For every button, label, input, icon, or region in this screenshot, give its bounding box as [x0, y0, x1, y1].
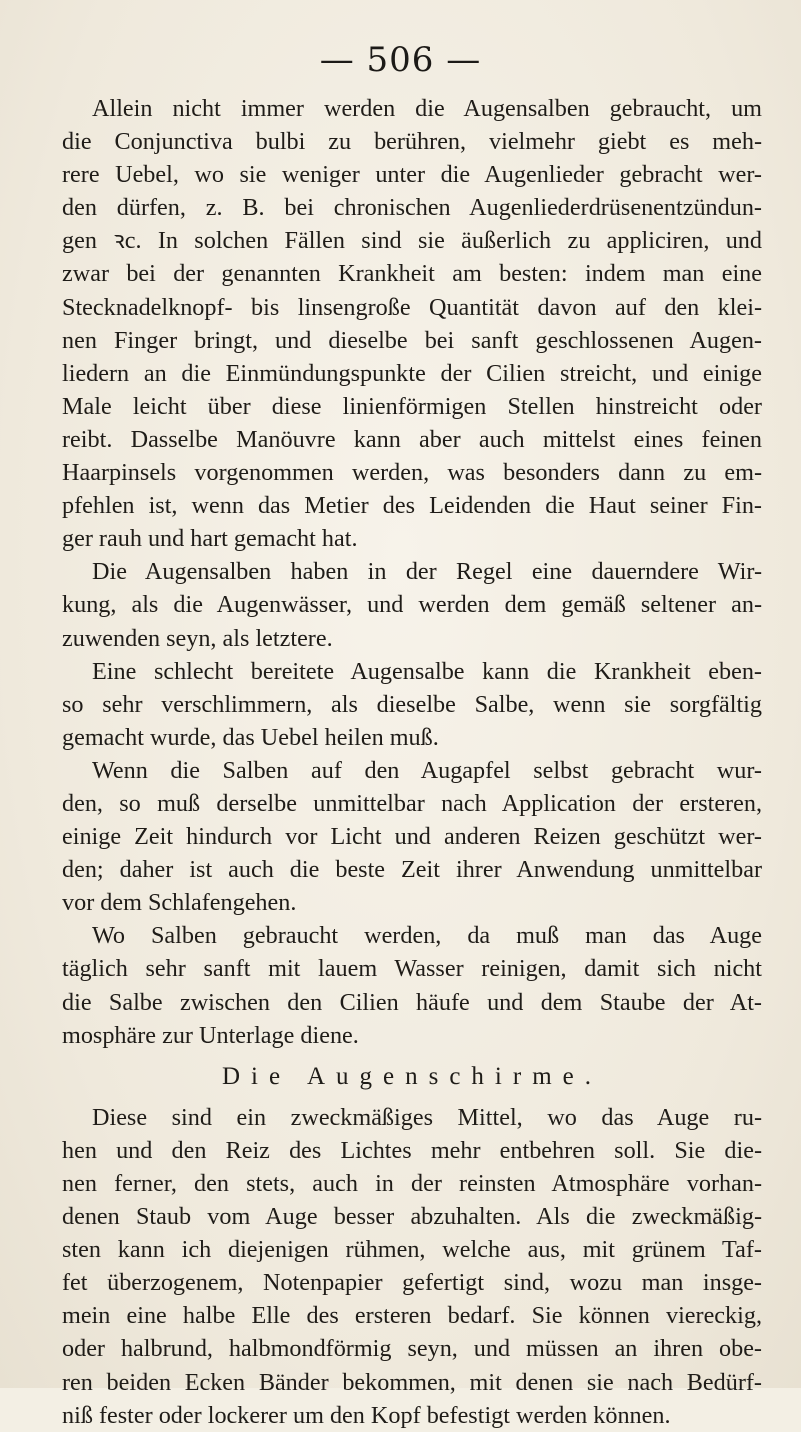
text-line: den, so muß derselbe unmittelbar nach Application der ersteren, [62, 789, 762, 817]
paragraph [62, 92, 762, 555]
text-line: die Salbe zwischen den Cilien häufe und dem Staube der At- [62, 988, 762, 1016]
text-line: niß fester oder lockerer um den Kopf befestigt werden können. [62, 1401, 671, 1429]
page-number: — 506 — [319, 40, 482, 80]
text-line: den dürfen, z. B. bei chronischen Augenliederdrüsenentzündun- [62, 194, 762, 222]
text-line: vor dem Schlafengehen. [62, 889, 297, 917]
text-line: mein eine halbe Elle des ersteren bedarf. Sie können viereckig, [62, 1302, 762, 1330]
text-line: hen und den Reiz des Lichtes mehr entbehren soll. Sie die- [62, 1136, 762, 1164]
text-line: Die Augensalben haben in der Regel eine dauerndere Wir- [92, 558, 762, 586]
text-line: Wenn die Salben auf den Augapfel selbst gebracht wur- [92, 756, 762, 784]
text-line: Allein nicht immer werden die Augensalben gebraucht, um [92, 95, 762, 122]
text-line: die Conjunctiva bulbi zu berühren, vielmehr giebt es meh- [62, 128, 762, 156]
text-line: denen Staub vom Auge besser abzuhalten. Als die zweckmäßig- [62, 1203, 762, 1231]
paragraph [62, 655, 762, 754]
text-line: zuwenden seyn, als letztere. [62, 624, 333, 652]
text-line: so sehr verschlimmern, als dieselbe Salbe, wenn sie sorgfältig [62, 690, 762, 718]
text-line: kung, als die Augenwässer, und werden dem gemäß seltener an- [62, 591, 762, 619]
text-line: liedern an die Einmündungspunkte der Cilien streicht, und einige [62, 359, 762, 387]
text-line: Eine schlecht bereitete Augensalbe kann die Krankheit eben- [92, 657, 762, 685]
text-line: Haarpinsels vorgenommen werden, was besonders dann zu em- [62, 459, 762, 487]
text-line: Wo Salben gebraucht werden, da muß man das Auge [92, 922, 762, 950]
text-line: einige Zeit hindurch vor Licht und anderen Reizen geschützt wer- [62, 823, 762, 851]
paragraph [62, 555, 762, 654]
text-line: ren beiden Ecken Bänder bekommen, mit denen sie nach Bedürf- [62, 1368, 762, 1396]
text-line: gen ꝛc. In solchen Fällen sind sie äußerlich zu appliciren, und [62, 227, 762, 255]
text-line: fet überzogenem, Notenpapier gefertigt sind, wozu man insge- [62, 1269, 762, 1297]
text-line: rere Uebel, wo sie weniger unter die Augenlieder gebracht wer- [62, 161, 762, 189]
text-line: reibt. Dasselbe Manöuvre kann aber auch mittelst eines feinen [62, 425, 762, 453]
text-line: sten kann ich diejenigen rühmen, welche aus, mit grünem Taf- [62, 1236, 762, 1264]
paragraph [62, 919, 762, 1051]
paragraph [62, 1101, 762, 1432]
text-line: täglich sehr sanft mit lauem Wasser reinigen, damit sich nicht [62, 955, 762, 983]
text-line: oder halbrund, halbmondförmig seyn, und müssen an ihren obe- [62, 1335, 762, 1363]
text-line: den; daher ist auch die beste Zeit ihrer Anwendung unmittelbar [62, 856, 762, 884]
text-line: gemacht wurde, das Uebel heilen muß. [62, 723, 439, 751]
text-line: Male leicht über diese linienförmigen Stellen hinstreicht oder [62, 392, 762, 420]
text-line: pfehlen ist, wenn das Metier des Leidenden die Haut seiner Fin- [62, 492, 762, 520]
text-line: Diese sind ein zweckmäßiges Mittel, wo das Auge ru- [92, 1103, 762, 1131]
text-line: Stecknadelknopf- bis linsengroße Quantität davon auf den klei- [62, 293, 762, 321]
paragraph [62, 754, 762, 919]
text-line: nen ferner, den stets, auch in der reinsten Atmosphäre vorhan- [62, 1170, 762, 1197]
text-line: nen Finger bringt, und dieselbe bei sanft geschlossenen Augen- [62, 326, 762, 354]
body-text [62, 92, 762, 1432]
section-heading: Die Augenschirme. [221, 1062, 602, 1090]
text-line: mosphäre zur Unterlage diene. [62, 1021, 359, 1049]
text-line: zwar bei der genannten Krankheit am besten: indem man eine [62, 260, 762, 288]
text-line: ger rauh und hart gemacht hat. [62, 525, 358, 553]
